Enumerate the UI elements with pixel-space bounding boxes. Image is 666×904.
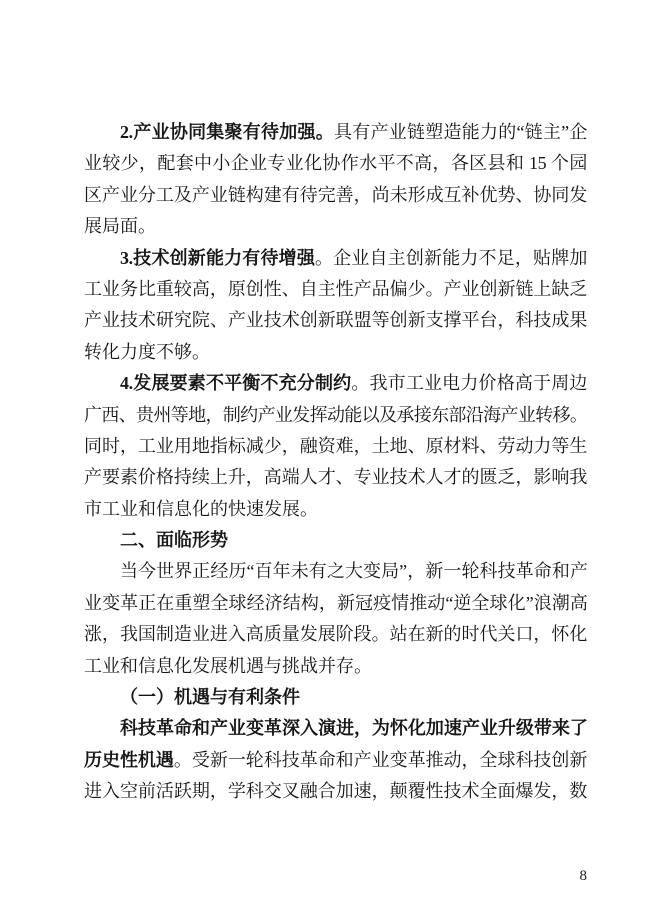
text-line bbox=[84, 494, 587, 525]
run-in-heading: 2.产业协同集聚有待加强。 bbox=[120, 122, 335, 142]
text-line bbox=[84, 305, 587, 336]
section-heading bbox=[84, 525, 587, 556]
text-line bbox=[84, 651, 587, 682]
text-run: 。我市工业电力价格高于周边 bbox=[351, 373, 587, 394]
text-run: 展局面。 bbox=[84, 216, 156, 237]
text-run: 产业技术研究院、产业技术创新联盟等创新支撑平台，科技成果 bbox=[84, 310, 587, 331]
text-line bbox=[84, 713, 587, 744]
text-run: 市工业和信息化的快速发展。 bbox=[84, 498, 318, 519]
text-line bbox=[84, 148, 587, 179]
text-line bbox=[84, 556, 587, 587]
text-line bbox=[84, 180, 587, 211]
text-line bbox=[84, 211, 587, 242]
text-run: 业变革正在重塑全球经济结构，新冠疫情推动“逆全球化”浪潮高 bbox=[84, 592, 587, 613]
text-line bbox=[84, 400, 587, 431]
text-run: 转化力度不够。 bbox=[84, 341, 210, 362]
text-run: 。受新一轮科技革命和产业变革推动，全球科技创新 bbox=[173, 749, 587, 770]
text-line bbox=[84, 776, 587, 807]
text-run: 具有产业链塑造能力的“链主”企 bbox=[334, 122, 587, 142]
text-line bbox=[84, 274, 587, 305]
text-run: 涨，我国制造业进入高质量发展阶段。站在新的时代关口，怀化 bbox=[84, 624, 587, 645]
text-run: 工业务比重较高，原创性、自主性产品偏少。产业创新链上缺乏 bbox=[84, 278, 587, 299]
page-number: 8 bbox=[579, 868, 587, 884]
run-in-heading: 3.技术创新能力有待增强 bbox=[120, 247, 315, 268]
bold-run: 科技革命和产业变革深入演进，为怀化加速产业升级带来了 bbox=[120, 718, 587, 739]
text-line bbox=[84, 337, 587, 368]
text-line bbox=[84, 619, 587, 650]
heading-text: （一）机遇与有利条件 bbox=[120, 687, 300, 708]
text-run: 进入空前活跃期，学科交叉融合加速，颠覆性技术全面爆发，数 bbox=[84, 781, 587, 802]
subsection-heading bbox=[84, 682, 587, 713]
text-line bbox=[84, 745, 587, 776]
text-line bbox=[84, 117, 587, 148]
heading-text: 二、面临形势 bbox=[120, 530, 228, 551]
run-in-heading: 4.发展要素不平衡不充分制约 bbox=[120, 373, 352, 394]
text-run: 当今世界正经历“百年未有之大变局”，新一轮科技革命和产 bbox=[120, 561, 587, 582]
text-run: 业较少，配套中小企业专业化协作水平不高，各区县和 15 个园 bbox=[84, 153, 587, 174]
text-line bbox=[84, 368, 587, 399]
page-body bbox=[84, 117, 587, 808]
text-run: 产要素价格持续上升，高端人才、专业技术人才的匮乏，影响我 bbox=[84, 467, 587, 488]
text-run: 广西、贵州等地，制约产业发挥动能以及承接东部沿海产业转移。 bbox=[84, 404, 587, 425]
text-run: 。企业自主创新能力不足，贴牌加 bbox=[315, 247, 588, 268]
text-line bbox=[84, 243, 587, 274]
text-run: 工业和信息化发展机遇与挑战并存。 bbox=[84, 655, 372, 676]
text-line bbox=[84, 462, 587, 493]
text-line bbox=[84, 588, 587, 619]
text-run: 同时，工业用地指标减少，融资难，土地、原材料、劳动力等生 bbox=[84, 435, 587, 456]
text-line bbox=[84, 431, 587, 462]
text-run: 区产业分工及产业链构建有待完善，尚未形成互补优势、协同发 bbox=[84, 184, 587, 205]
bold-run: 历史性机遇 bbox=[84, 749, 174, 770]
